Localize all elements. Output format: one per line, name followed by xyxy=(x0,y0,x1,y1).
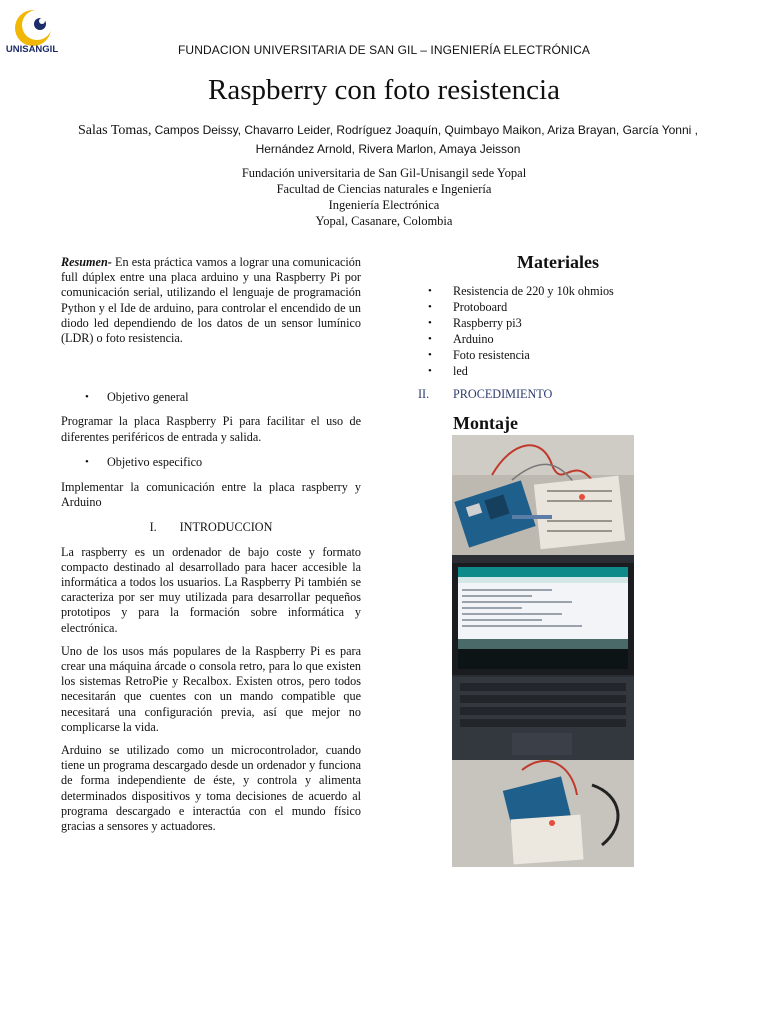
list-item: • Raspberry pi3 xyxy=(426,315,686,331)
list-item: • Protoboard xyxy=(426,299,686,315)
logo-text: UNISANGIL xyxy=(5,44,59,55)
affiliation-line: Ingeniería Electrónica xyxy=(328,198,440,212)
authors-lead: Salas Tomas, xyxy=(78,123,152,138)
author-list xyxy=(66,121,710,158)
objective-specific-label: • Objetivo especifico xyxy=(61,455,361,470)
intro-paragraph: Uno de los usos más populares de la Raspberry Pi es para crear una máquina árcade o consola retro, para lo que existen los sistemas RetroPie y Recalbox. Existen otros, pero todos necesitarán que cuentes con un mando compatible que necesitará una configuración previa, así que mejor no complicarse la vida. xyxy=(61,643,361,734)
section-heading-introduccion xyxy=(61,520,361,535)
materials-list xyxy=(426,283,686,379)
section-number: II. xyxy=(418,387,430,401)
affiliation-line: Facultad de Ciencias naturales e Ingeniería xyxy=(276,182,492,196)
intro-paragraph: La raspberry es un ordenador de bajo coste y formato compacto destinado al desarrollado para hacer accesible la informática a todos los usuarios. La Raspberry Pi también se caracteriza por ser muy utilizada para desarrollar pequeños prototipos y para la formación sobre informática y electrónica. xyxy=(61,544,361,635)
affiliation xyxy=(0,165,768,229)
intro-paragraph: Arduino se utilizado como un microcontrolador, cuando tiene un programa descargado desde un ordenador y funciona de forma independiente de éste, y controla y alimenta determinados dispositivos y toma decisiones de acuerdo al programa descargado e interactúa con el mundo físico gracias a sensores y actuadores. xyxy=(61,743,361,834)
section-title: PROCEDIMIENTO xyxy=(453,387,553,401)
objective-general-text: Programar la placa Raspberry Pi para facilitar el uso de diferentes periféricos de entrada y salida. xyxy=(61,414,361,444)
list-item: • led xyxy=(426,363,686,379)
list-item: • Arduino xyxy=(426,331,686,347)
institution-header: FUNDACION UNIVERSITARIA DE SAN GIL – INGENIERÍA ELECTRÓNICA xyxy=(178,43,590,57)
abstract xyxy=(61,255,361,346)
objective-specific-text: Implementar la comunicación entre la placa raspberry y Arduino xyxy=(61,480,361,510)
materials-heading: Materiales xyxy=(517,252,599,272)
authors-rest: Campos Deissy, Chavarro Leider, Rodríguez Joaquín, Quimbayo Maikon, Ariza Brayan, García Yonni , Hernández Arnold, Rivera Marlon, Amaya Jeisson xyxy=(154,123,698,156)
left-column xyxy=(61,255,361,834)
section-heading-procedimiento xyxy=(418,387,552,402)
list-item: • Foto resistencia xyxy=(426,347,686,363)
paper-title: Raspberry con foto resistencia xyxy=(208,74,560,106)
laptop-arduino-photo xyxy=(452,555,634,867)
montaje-heading: Montaje xyxy=(453,413,518,433)
section-number: I. xyxy=(149,520,157,535)
abstract-text: En esta práctica vamos a lograr una comunicación full dúplex entre una placa arduino y una Raspberry Pi por comunicación serial, utilizando el lenguaje de programación Python y el Ide de arduino, para controlar el encendido de un diodo led dependiendo de los datos de un sensor lumínico (LDR) o foto resistencia. xyxy=(61,255,361,346)
section-title: INTRODUCCION xyxy=(179,520,273,535)
abstract-label: Resumen- xyxy=(61,255,112,269)
arduino-breadboard-photo xyxy=(452,435,634,555)
affiliation-line: Fundación universitaria de San Gil-Unisangil sede Yopal xyxy=(241,166,527,180)
affiliation-line: Yopal, Casanare, Colombia xyxy=(315,214,453,228)
objective-general-label: • Objetivo general xyxy=(61,390,361,405)
list-item: • Resistencia de 220 y 10k ohmios xyxy=(426,283,686,299)
